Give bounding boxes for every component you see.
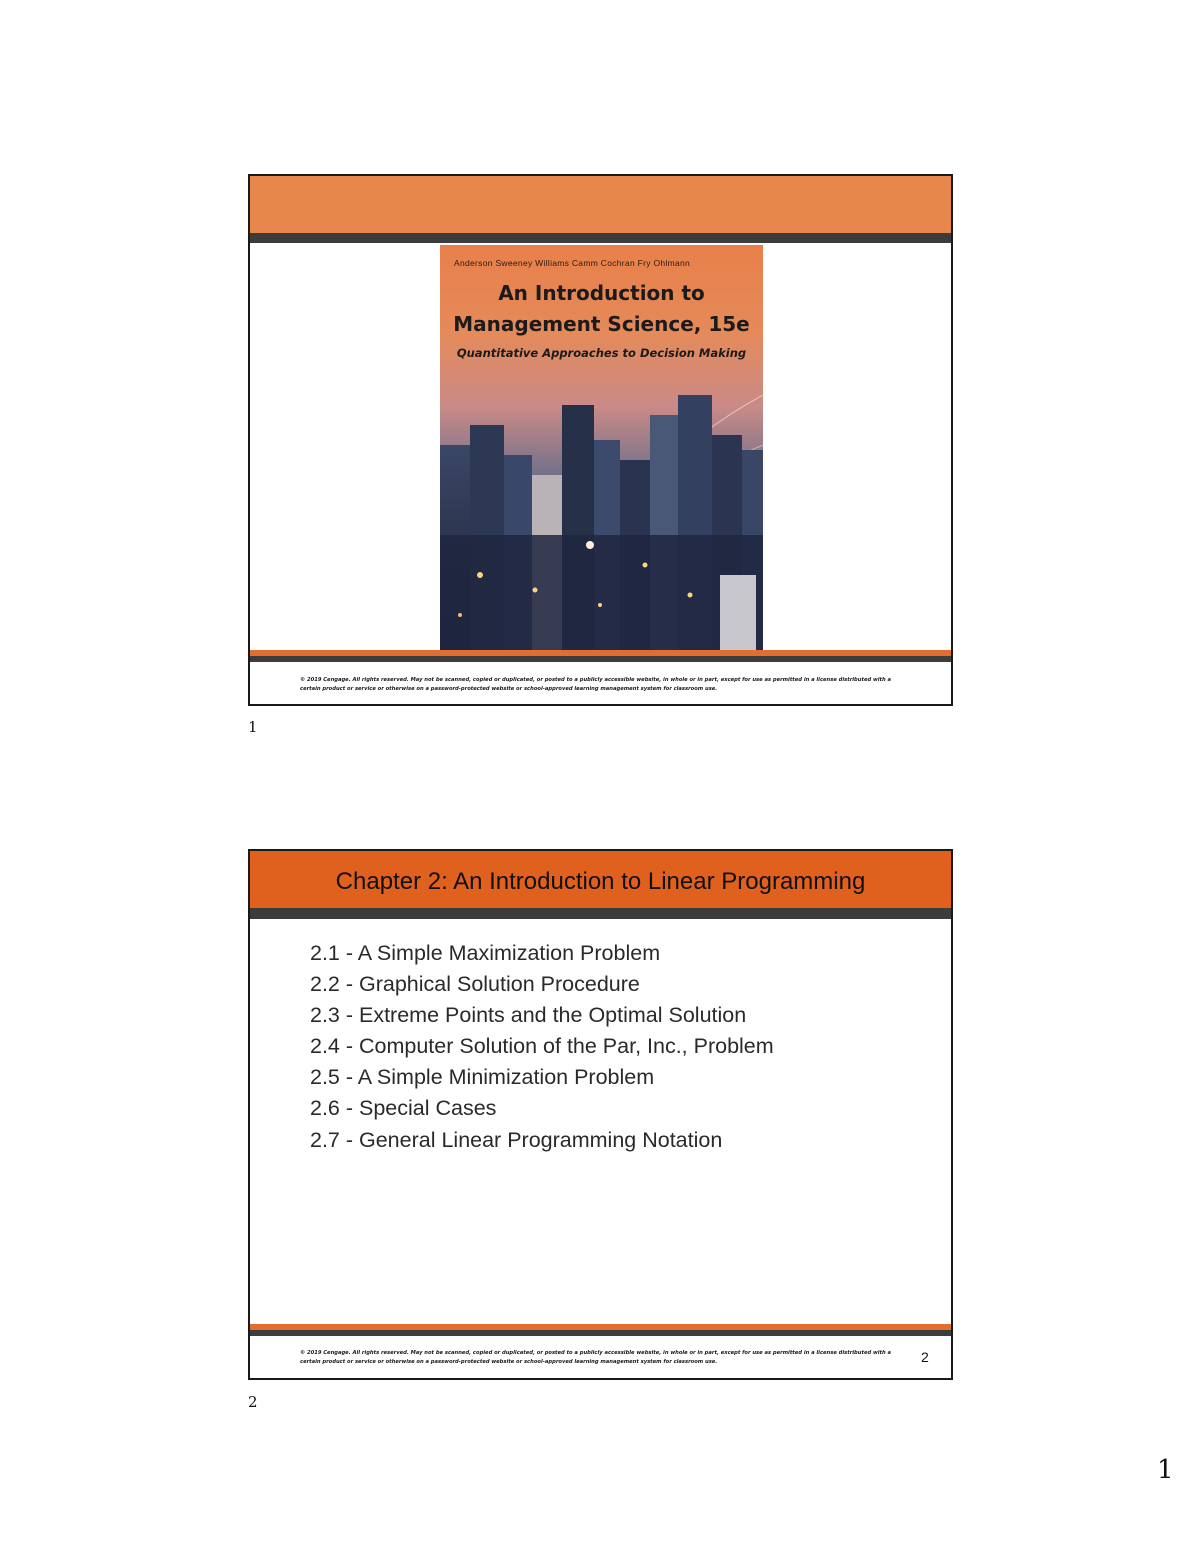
footer-divider-bar bbox=[250, 1330, 951, 1336]
list-item: 2.2 - Graphical Solution Procedure bbox=[310, 972, 640, 997]
slide-1 bbox=[248, 174, 953, 706]
page-number: 1 bbox=[1157, 1455, 1174, 1485]
slide-header-bar bbox=[250, 851, 951, 908]
list-item: 2.1 - A Simple Maximization Problem bbox=[310, 941, 661, 965]
cover-title-line-1: An Introduction to bbox=[498, 281, 705, 305]
slide-header-divider bbox=[250, 908, 951, 919]
chapter-section-list bbox=[310, 938, 774, 1156]
cover-authors: Anderson Sweeney Williams Camm Cochran Fry Ohlmann bbox=[454, 258, 691, 268]
book-cover-image bbox=[440, 245, 763, 651]
cover-subtitle: Quantitative Approaches to Decision Making bbox=[456, 346, 747, 360]
copyright-notice: © 2019 Cengage. All rights reserved. May not be scanned, copied or duplicated, or posted to a publicly accessible website, in whole or in part, except for use as permitted in a license distributed with a certain product or service or otherwise on a password-protected website or school-approved learning management system for classroom use. bbox=[300, 677, 892, 692]
footer-divider-bar bbox=[250, 656, 951, 662]
slide-2 bbox=[248, 849, 953, 1380]
list-item: 2.3 - Extreme Points and the Optimal Solution bbox=[310, 1003, 747, 1028]
copyright-notice: © 2019 Cengage. All rights reserved. May not be scanned, copied or duplicated, or posted to a publicly accessible website, in whole or in part, except for use as permitted in a license distributed with a certain product or service or otherwise on a password-protected website or school-approved learning management system for classroom use. bbox=[300, 1350, 892, 1365]
slide-title: Chapter 2: An Introduction to Linear Programming bbox=[335, 868, 866, 895]
list-item: 2.6 - Special Cases bbox=[310, 1096, 497, 1121]
list-item: 2.4 - Computer Solution of the Par, Inc., Problem bbox=[310, 1034, 774, 1059]
slide-caption-number: 1 bbox=[248, 718, 258, 736]
slide-caption-number: 2 bbox=[248, 1393, 258, 1411]
slide-header-bar bbox=[250, 176, 951, 233]
list-item: 2.5 - A Simple Minimization Problem bbox=[310, 1065, 655, 1090]
list-item: 2.7 - General Linear Programming Notation bbox=[310, 1127, 723, 1152]
slide-number: 2 bbox=[921, 1349, 929, 1365]
city-skyline-graphic bbox=[440, 245, 763, 651]
cover-title-line-2: Management Science, 15e bbox=[453, 312, 750, 336]
slide-header-divider bbox=[250, 233, 951, 243]
